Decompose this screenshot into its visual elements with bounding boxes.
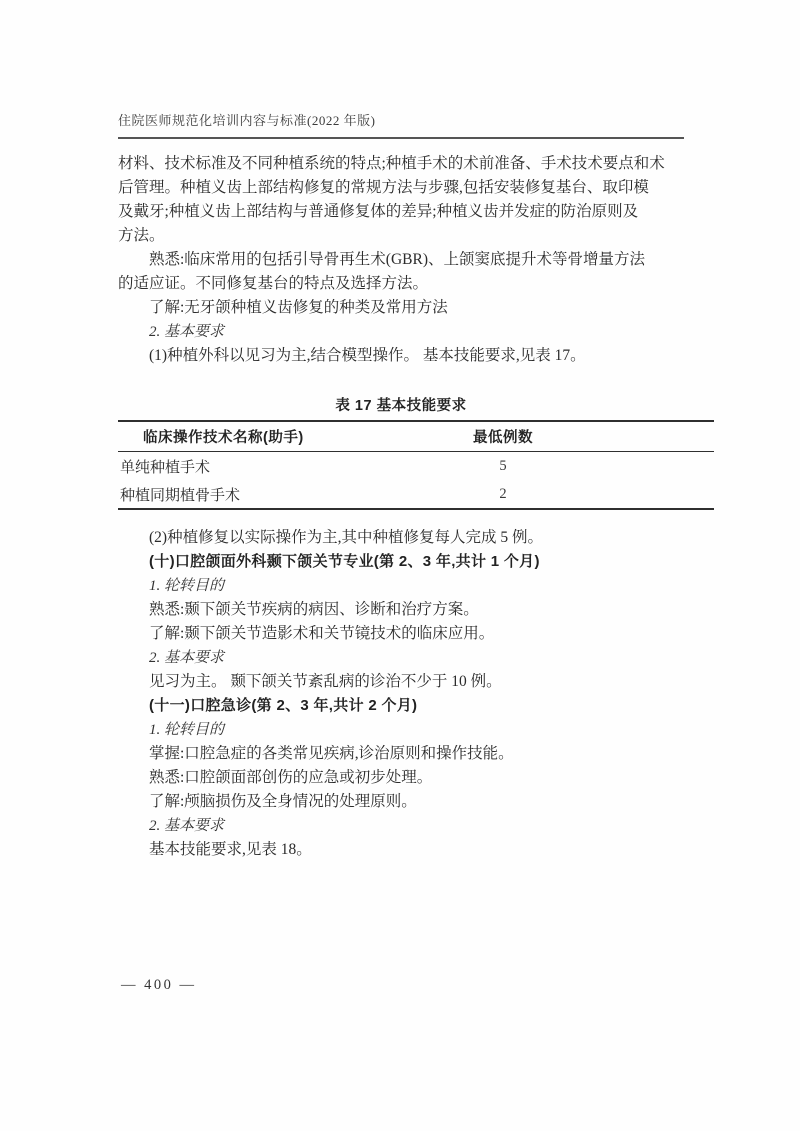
- min-cases-cell: 5: [499, 457, 507, 474]
- text-line: 了解:无牙颌种植义齿修复的种类及常用方法: [149, 299, 448, 316]
- text-line: 了解:颅脑损伤及全身情况的处理原则。: [149, 793, 417, 810]
- running-head: 住院医师规范化培训内容与标准(2022 年版): [118, 113, 376, 128]
- text-line: (1)种植外科以见习为主,结合模型操作。 基本技能要求,见表 17。: [149, 347, 586, 364]
- text-line: 后管理。种植义齿上部结构修复的常规方法与步骤,包括安装修复基台、取印模: [118, 179, 649, 196]
- column-header-technique: 临床操作技术名称(助手): [143, 430, 304, 446]
- table-header-row: [118, 421, 714, 452]
- text-line: 基本技能要求,见表 18。: [149, 841, 312, 858]
- spacer-cell: [562, 480, 714, 509]
- technique-name-cell: 单纯种植手术: [120, 459, 211, 476]
- min-cases-cell: 2: [499, 485, 507, 502]
- body-text-upper: [118, 152, 690, 368]
- text-line: 及戴牙;种植义齿上部结构与普通修复体的差异;种植义齿并发症的防治原则及: [118, 203, 639, 220]
- section-heading-line: (十一)口腔急诊(第 2、3 年,共计 2 个月): [149, 697, 418, 714]
- text-line: 2. 基本要求: [149, 818, 225, 834]
- text-line: 熟悉:临床常用的包括引导骨再生术(GBR)、上颌窦底提升术等骨增量方法: [149, 251, 646, 268]
- text-line: 的适应证。不同修复基台的特点及选择方法。: [118, 275, 429, 292]
- page-number: — 400 —: [121, 977, 197, 993]
- text-line: 方法。: [118, 227, 165, 244]
- text-line: 材料、技术标准及不同种植系统的特点;种植手术的术前准备、手术技术要点和术: [118, 155, 665, 172]
- body-text-lower: [118, 526, 690, 862]
- table-row: [118, 480, 714, 509]
- text-line: (2)种植修复以实际操作为主,其中种植修复每人完成 5 例。: [149, 529, 543, 546]
- column-spacer: [562, 421, 714, 452]
- table-caption: 表 17 基本技能要求: [335, 398, 467, 414]
- column-header-min-cases: 最低例数: [473, 430, 533, 446]
- skills-table: [118, 420, 714, 510]
- running-head-rule: [118, 137, 684, 139]
- text-line: 1. 轮转目的: [149, 722, 225, 738]
- text-line: 见习为主。 颞下颌关节紊乱病的诊治不少于 10 例。: [149, 673, 502, 690]
- table-body: [118, 452, 714, 510]
- text-line: 熟悉:口腔颌面部创伤的应急或初步处理。: [149, 769, 433, 786]
- table-17: [118, 396, 684, 510]
- spacer-cell: [562, 452, 714, 481]
- section-heading-line: (十)口腔颌面外科颞下颌关节专业(第 2、3 年,共计 1 个月): [149, 553, 540, 570]
- text-line: 掌握:口腔急症的各类常见疾病,诊治原则和操作技能。: [149, 745, 514, 762]
- text-line: 了解:颞下颌关节造影术和关节镜技术的临床应用。: [149, 625, 495, 642]
- text-line: 1. 轮转目的: [149, 578, 225, 594]
- technique-name-cell: 种植同期植骨手术: [120, 487, 241, 504]
- text-line: 熟悉:颞下颌关节疾病的病因、诊断和治疗方案。: [149, 601, 479, 618]
- text-line: 2. 基本要求: [149, 650, 225, 666]
- text-line: 2. 基本要求: [149, 324, 225, 340]
- table-row: [118, 452, 714, 481]
